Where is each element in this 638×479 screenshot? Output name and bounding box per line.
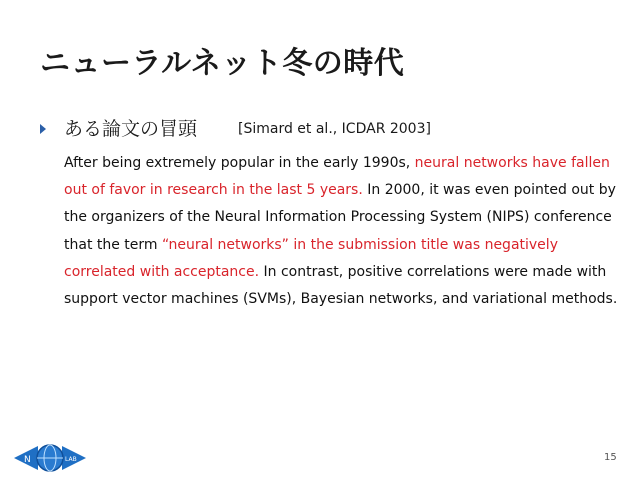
page-number: 15 xyxy=(604,452,617,463)
paragraph-highlight-2: “neural networks” in the submission title was negatively correlated with acceptance. xyxy=(64,236,558,280)
paragraph-text-1: After being extremely popular in the early 1990s, xyxy=(64,155,415,171)
citation: [Simard et al., ICDAR 2003] xyxy=(238,121,431,137)
slide-title: ニューラルネット冬の時代 xyxy=(40,46,405,81)
paragraph-text-3: In contrast, positive correlations were made with support vector machines (SVMs), Bayesian networks, and variational methods. xyxy=(64,263,618,308)
triangle-bullet-icon xyxy=(40,124,46,134)
quote-paragraph xyxy=(64,150,624,313)
logo-text-lab: LAB xyxy=(65,456,77,463)
lab-logo xyxy=(12,440,88,476)
bullet-label: ある論文の冒頭 xyxy=(64,118,198,140)
logo-letter-n: N xyxy=(24,455,31,465)
paragraph-highlight-1: neural networks have fallen out of favor in research in the last 5 years. xyxy=(64,155,610,199)
paragraph-text-2: In 2000, it was even pointed out by the organizers of the Neural Information Processing System (NIPS) conference that the term xyxy=(64,182,616,253)
